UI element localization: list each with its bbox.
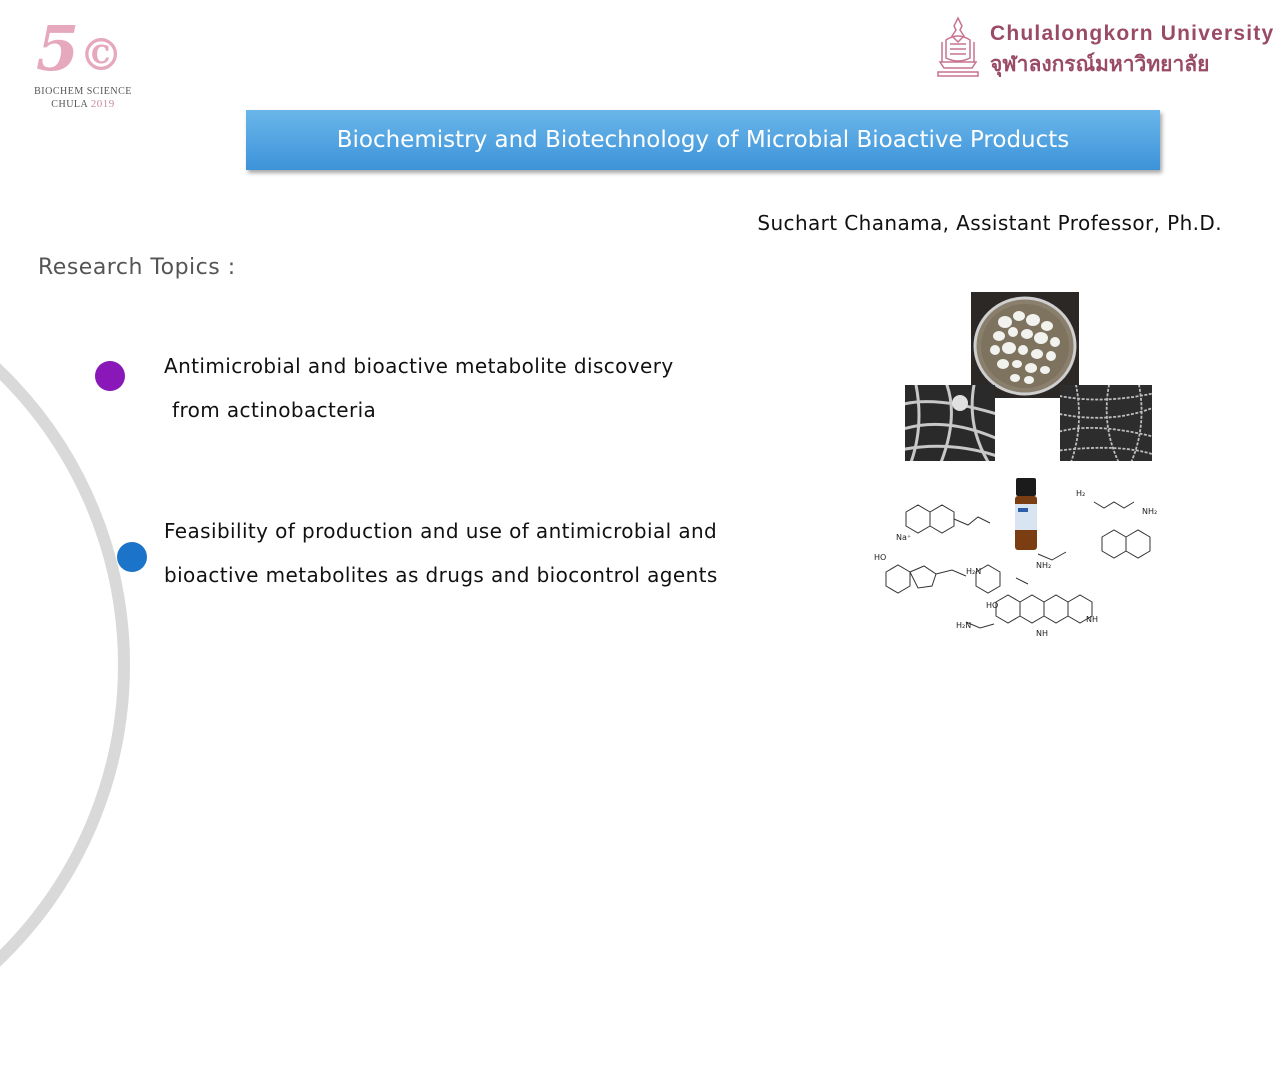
crest-icon (936, 16, 980, 78)
topic-1-line-1: Antimicrobial and bioactive metabolite discovery (164, 354, 674, 378)
fifty-emblem: 5© (36, 12, 124, 85)
topic-item-1 (164, 344, 674, 432)
topic-2-line-1: Feasibility of production and use of antimicrobial and (164, 519, 718, 543)
svg-text:H₂N: H₂N (966, 567, 982, 576)
topics-heading: Research Topics : (38, 255, 236, 280)
topic-bullet-1 (95, 361, 125, 391)
svg-text:H₂N: H₂N (956, 621, 972, 630)
university-name-en: Chulalongkorn University (990, 22, 1275, 45)
petri-dish-photo (971, 292, 1079, 398)
author-name: Suchart Chanama, Assistant Professor, Ph.D. (757, 211, 1222, 235)
logo-line-1: BIOCHEM SCIENCE (34, 86, 132, 97)
svg-text:NH₂: NH₂ (1036, 561, 1052, 570)
slide-title-banner (246, 110, 1160, 170)
chulalongkorn-logo (936, 16, 1275, 82)
compound-vial (1013, 478, 1039, 550)
sem-image-left (905, 385, 995, 461)
svg-text:H₂: H₂ (1076, 489, 1086, 498)
topic-bullet-2 (117, 542, 147, 572)
svg-text:NH: NH (1086, 615, 1098, 624)
topic-2-line-2: bioactive metabolites as drugs and biocontrol agents (164, 563, 718, 587)
svg-text:Na⁺: Na⁺ (896, 533, 912, 542)
slide-title: Biochemistry and Biotechnology of Microbial Bioactive Products (336, 127, 1070, 153)
biochem-50th-logo (28, 12, 138, 114)
logo-year: 2019 (90, 98, 115, 110)
svg-text:NH: NH (1036, 629, 1048, 638)
sem-image-right (1060, 385, 1152, 461)
university-name-th: จุฬาลงกรณ์มหาวิทยาลัย (990, 52, 1210, 76)
svg-text:HO: HO (874, 553, 887, 562)
svg-text:NH₂: NH₂ (1142, 507, 1158, 516)
svg-text:HO: HO (986, 601, 999, 610)
topic-item-2 (164, 509, 718, 597)
logo-line-2 (28, 98, 138, 110)
topic-1-line-2: from actinobacteria (172, 398, 377, 422)
logo-chula-text: CHULA (51, 99, 88, 110)
